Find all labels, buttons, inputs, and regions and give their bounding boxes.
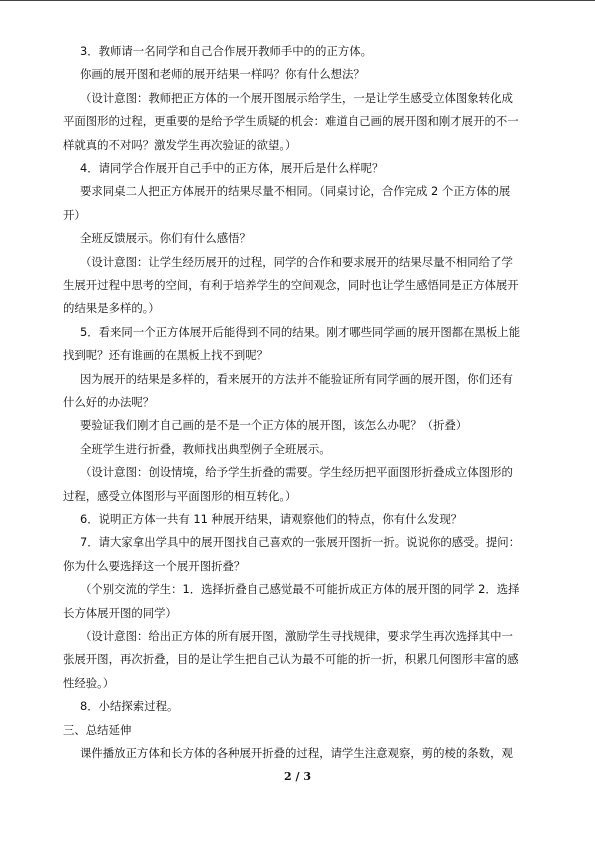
text-line: 要求同桌二人把正方体展开的结果尽量不相同。（同桌讨论，合作完成 2 个正方体的展 [80,184,511,198]
text-line: 7．请大家拿出学具中的展开图找自己喜欢的一张展开图折一折。说说你的感受。提问： [80,535,521,549]
text-line: 过程，感受立体图形与平面图形的相互转化。） [63,489,297,503]
text-line: 的结果是多样的。） [63,301,160,315]
text-line: 4．请同学合作展开自己手中的正方体，展开后是什么样呢？ [80,161,384,175]
text-line: （设计意图：创设情境，给予学生折叠的需要。学生经历把平面图形折叠成立体图形的 [80,465,513,479]
text-line: （个别交流的学生：1．选择折叠自己感觉最不可能折成正方体的展开图的同学 2．选择 [80,582,520,596]
text-line: 性经验。） [63,676,115,690]
header-rule [0,0,595,1]
text-line: 什么好的办法呢？ [63,395,155,409]
text-line: 找到呢？还有谁画的在黑板上找不到呢？ [63,348,269,362]
page-number: 2 / 3 [284,770,311,783]
text-line: 长方体展开图的同学） [63,606,177,620]
section-heading: 三、总结延伸 [63,723,132,737]
text-line: （设计意图：让学生经历展开的过程，同学的合作和要求展开的结果尽量不相同给了学 [80,255,513,269]
text-line: 平面图形的过程，更重要的是给予学生质疑的机会：难道自己画的展开图和刚才展开的不一 [63,114,519,128]
text-line: 开） [63,208,86,222]
text-line: （设计意图：教师把正方体的一个展开图展示给学生，一是让学生感受立体图象转化成 [80,91,513,105]
text-line: 你画的展开图和老师的展开结果一样吗？你有什么想法？ [80,67,365,81]
text-line: 8．小结探索过程。 [80,699,179,713]
text-line: 课件播放正方体和长方体的各种展开折叠的过程，请学生注意观察，剪的棱的条数，观 [80,746,513,760]
text-line: 你为什么要选择这一个展开图折叠？ [63,559,246,573]
text-line: 因为展开的结果是多样的，看来展开的方法并不能验证所有同学画的展开图，你们还有 [80,372,513,386]
text-line: 全班学生进行折叠，教师找出典型例子全班展示。 [80,442,331,456]
text-line: 5．看来同一个正方体展开后能得到不同的结果。刚才哪些同学画的展开图都在黑板上能 [80,325,521,339]
text-line: 样就真的不对吗？激发学生再次验证的欲望。） [63,138,297,152]
text-line: 全班反馈展示。你们有什么感悟？ [80,231,251,245]
text-line: （设计意图：给出正方体的所有展开图，激励学生寻找规律，要求学生再次选择其中一 [80,629,513,643]
text-line: 3．教师请一名同学和自己合作展开教师手中的的正方体。 [80,44,373,58]
text-line: 要验证我们刚才自己画的是不是一个正方体的展开图，该怎么办呢？（折叠） [80,418,468,432]
text-line: 生展开过程中思考的空间，有利于培养学生的空间观念，同时也让学生感悟同是正方体展开 [63,278,519,292]
text-line: 6．说明正方体一共有 11 种展开结果，请观察他们的特点，你有什么发现？ [80,512,463,526]
text-line: 张展开图，再次折叠，目的是让学生把自己认为最不可能的折一折，积累几何图形丰富的感 [63,652,519,666]
